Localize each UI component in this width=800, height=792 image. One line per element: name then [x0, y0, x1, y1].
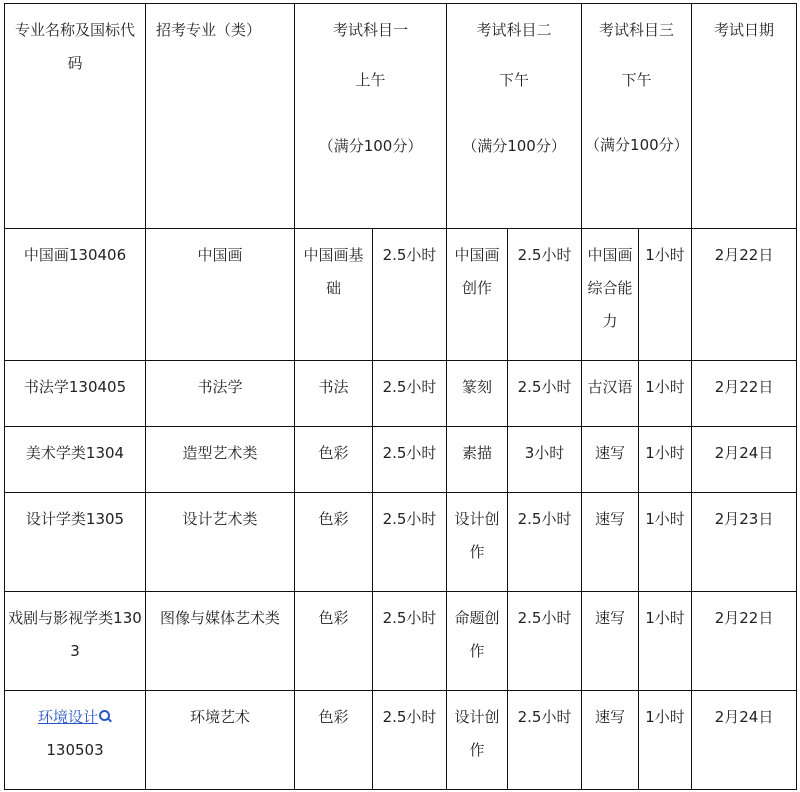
category-cell: 中国画	[146, 229, 295, 361]
major-cell: 设计学类1305	[5, 493, 146, 592]
subject-3-score: （满分100分）	[585, 136, 689, 154]
subject-2-cell: 设计创作	[447, 691, 508, 790]
table-row	[5, 592, 797, 691]
duration-1-cell: 2.5小时	[373, 592, 447, 691]
table-row	[5, 493, 797, 592]
subject-2-time: 下午	[499, 71, 530, 89]
date-cell: 2月22日	[692, 229, 797, 361]
subject-1-time: 上午	[355, 71, 386, 89]
header-major-label: 专业名称及国标代码	[14, 21, 135, 72]
table-row	[5, 427, 797, 493]
duration-3-cell: 1小时	[639, 493, 692, 592]
category-cell: 图像与媒体艺术类	[146, 592, 295, 691]
duration-3-cell: 1小时	[639, 229, 692, 361]
duration-2-cell: 2.5小时	[508, 361, 582, 427]
table-row	[5, 361, 797, 427]
table-row	[5, 229, 797, 361]
duration-1-cell: 2.5小时	[373, 493, 447, 592]
header-subject-2	[447, 4, 582, 229]
header-category-label: 招考专业（类）	[156, 21, 262, 39]
major-cell: 美术学类1304	[5, 427, 146, 493]
category-cell: 环境艺术	[146, 691, 295, 790]
duration-2-cell: 2.5小时	[508, 229, 582, 361]
duration-1-cell: 2.5小时	[373, 229, 447, 361]
major-code: 130503	[46, 741, 104, 759]
category-cell: 造型艺术类	[146, 427, 295, 493]
subject-1-cell: 色彩	[295, 427, 373, 493]
date-cell: 2月24日	[692, 691, 797, 790]
header-date-label: 考试日期	[714, 21, 775, 39]
subject-2-cell: 命题创作	[447, 592, 508, 691]
duration-1-cell: 2.5小时	[373, 691, 447, 790]
category-cell: 设计艺术类	[146, 493, 295, 592]
major-cell: 书法学130405	[5, 361, 146, 427]
header-row	[5, 4, 797, 229]
subject-1-score: （满分100分）	[318, 137, 423, 155]
duration-1-cell: 2.5小时	[373, 361, 447, 427]
subject-3-cell: 古汉语	[582, 361, 639, 427]
subject-2-cell: 中国画创作	[447, 229, 508, 361]
major-link[interactable]: 环境设计	[37, 708, 98, 726]
subject-2-cell: 素描	[447, 427, 508, 493]
header-subject-1	[295, 4, 447, 229]
subject-1-cell: 中国画基础	[295, 229, 373, 361]
header-category	[146, 4, 295, 229]
date-cell: 2月22日	[692, 592, 797, 691]
category-cell: 书法学	[146, 361, 295, 427]
subject-3-cell: 速写	[582, 691, 639, 790]
header-subject-3	[582, 4, 692, 229]
major-cell	[5, 691, 146, 790]
exam-schedule-table	[4, 3, 797, 790]
major-cell: 戏剧与影视学类1303	[5, 592, 146, 691]
header-date	[692, 4, 797, 229]
search-icon[interactable]	[99, 710, 112, 723]
header-major	[5, 4, 146, 229]
duration-3-cell: 1小时	[639, 592, 692, 691]
subject-1-cell: 色彩	[295, 493, 373, 592]
duration-2-cell: 2.5小时	[508, 592, 582, 691]
major-cell: 中国画130406	[5, 229, 146, 361]
date-cell: 2月22日	[692, 361, 797, 427]
duration-2-cell: 2.5小时	[508, 691, 582, 790]
subject-1-cell: 色彩	[295, 691, 373, 790]
subject-2-cell: 设计创作	[447, 493, 508, 592]
date-cell: 2月24日	[692, 427, 797, 493]
duration-3-cell: 1小时	[639, 361, 692, 427]
subject-2-cell: 篆刻	[447, 361, 508, 427]
duration-3-cell: 1小时	[639, 427, 692, 493]
subject-2-score: （满分100分）	[462, 137, 566, 155]
duration-1-cell: 2.5小时	[373, 427, 447, 493]
subject-3-time: 下午	[621, 71, 652, 89]
subject-3-cell: 速写	[582, 493, 639, 592]
duration-3-cell: 1小时	[639, 691, 692, 790]
duration-2-cell: 2.5小时	[508, 493, 582, 592]
subject-1-cell: 书法	[295, 361, 373, 427]
subject-3-cell: 速写	[582, 592, 639, 691]
table-row	[5, 691, 797, 790]
date-cell: 2月23日	[692, 493, 797, 592]
subject-1-cell: 色彩	[295, 592, 373, 691]
subject-2-title: 考试科目二	[476, 21, 552, 39]
subject-1-title: 考试科目一	[333, 21, 409, 39]
subject-3-title: 考试科目三	[599, 21, 675, 39]
subject-3-cell: 中国画综合能力	[582, 229, 639, 361]
duration-2-cell: 3小时	[508, 427, 582, 493]
subject-3-cell: 速写	[582, 427, 639, 493]
